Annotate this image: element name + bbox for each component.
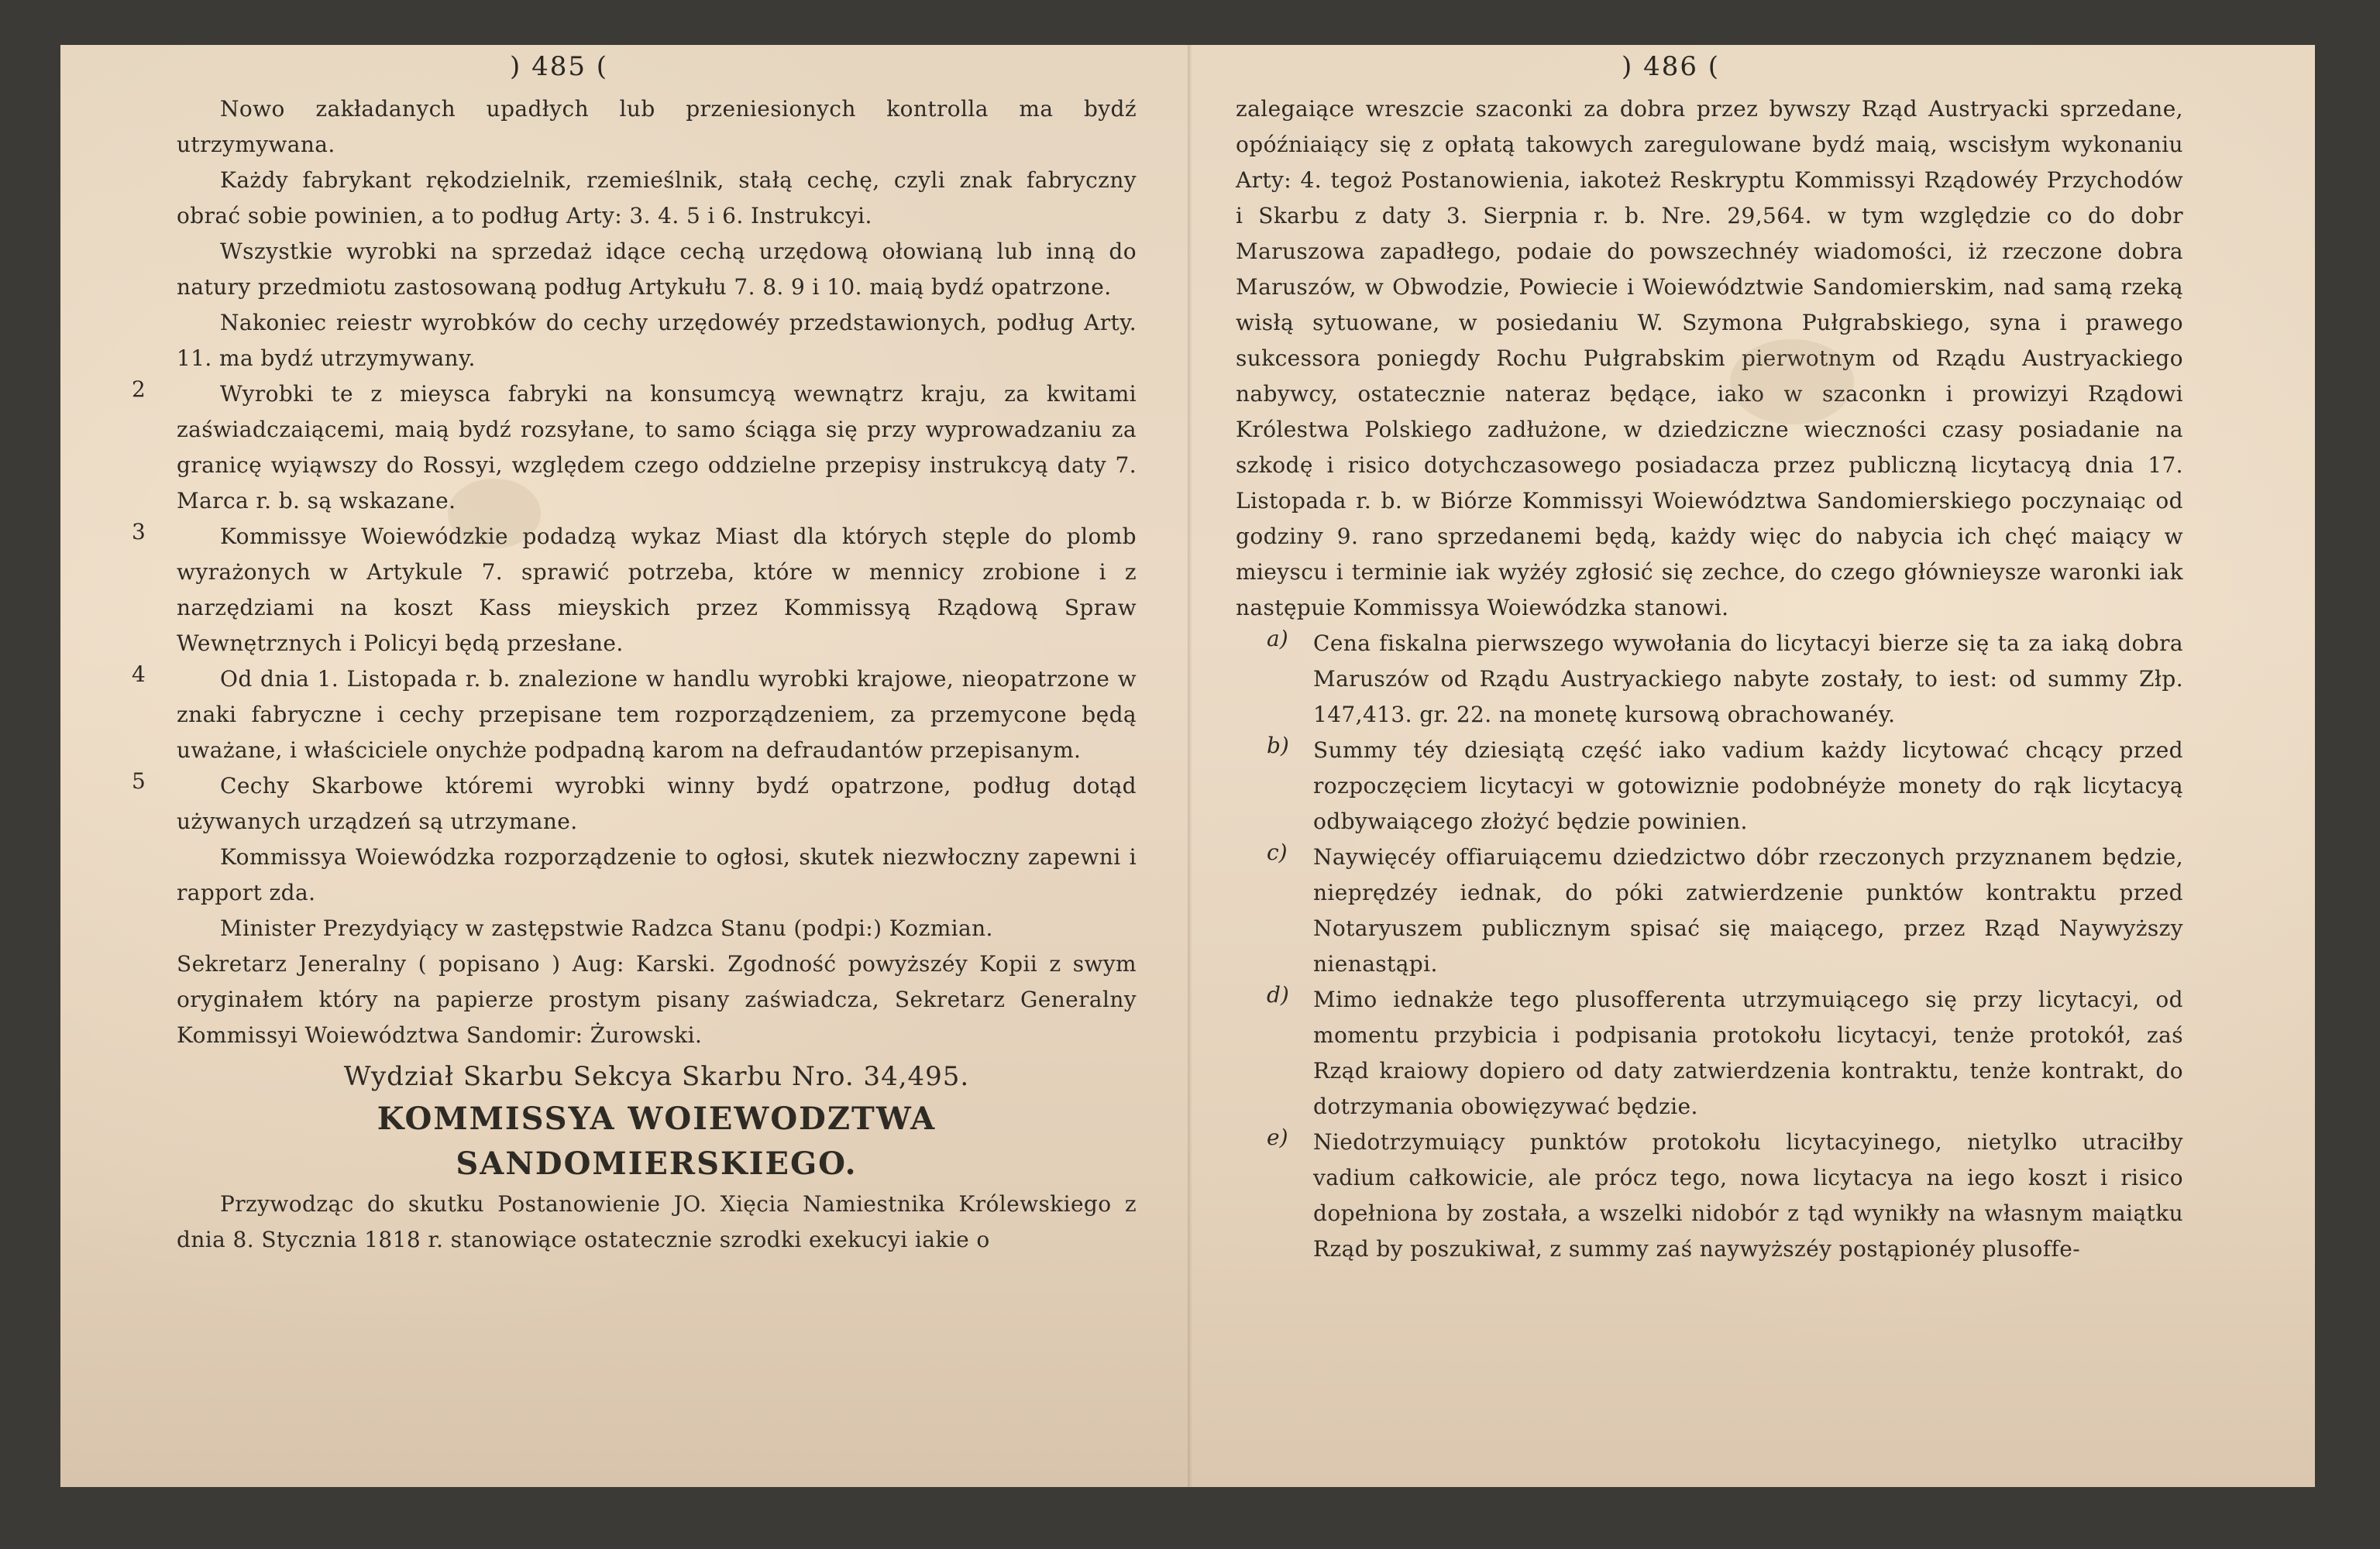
right-page [1188,45,2315,1487]
list-item [1236,840,2183,982]
list-item-text: Summy téy dziesiątą część iako vadium każdy licytować chcący przed rozpoczęciem licytacyi w gotowiznie podobnéyże monety do rąk licytacyą odbywaiącego złożyć będzie powinien. [1313,737,2183,834]
list-item [1236,733,2183,840]
paragraph-number: 3 [132,519,146,544]
page-gutter [1188,45,1192,1487]
list-item-text: Mimo iednakże tego plusofferenta utrzymuiącego się przy licytacyi, od momentu przybicia i podpisania protokołu licytacyi, tenże protokół, zaś Rząd kraiowy dopiero od daty zatwierdzenia kontraktu, tenże kontrakt, do dotrzymania obowięzywać będzie. [1313,987,2183,1119]
signature-block: Sekretarz Jeneralny ( popisano ) Aug: Karski. Zgodność powyższéy Kopii z swym oryginałem który na papierze prostym pisany zaświadcza, Sekretarz Generalny Kommissyi Woiewództwa Sandomir: Żurowski. [177,951,1137,1048]
paragraph: Kommissya Woiewódzka rozporządzenie to ogłosi, skutek niezwłoczny zapewni i rapport zda. [177,844,1137,905]
list-item [1236,982,2183,1125]
paragraph: Nowo zakładanych upadłych lub przeniesionych kontrolla ma bydź utrzymywana. [177,96,1137,157]
paragraph-number: 4 [132,661,146,687]
numbered-paragraph [132,661,1137,768]
paragraph-number: 2 [132,376,146,402]
paper-stain [1730,339,1854,424]
numbered-paragraph [132,376,1137,519]
paragraph: Od dnia 1. Listopada r. b. znalezione w handlu wyrobki krajowe, nieopatrzone w znaki fabryczne i cechy przepisane tem rozporządzeniem, za przemycone będą uważane, i właściciele onychże podpadną karom na defraudantów przepisanym. [177,666,1137,763]
list-item-label: e) [1267,1125,1288,1150]
section-subheading: Wydział Skarbu Sekcya Skarbu Nro. 34,495. [343,1061,970,1092]
list-item-label: b) [1267,733,1289,758]
list-item-label: c) [1267,840,1288,865]
paragraph: Każdy fabrykant rękodzielnik, rzemieślnik, stałą cechę, czyli znak fabryczny obrać sobie powinien, a to podług Arty: 3. 4. 5 i 6. Instrukcyi. [177,167,1137,228]
list-item-label: a) [1267,626,1288,651]
list-item-text: Niedotrzymuiący punktów protokołu licytacyinego, nietylko utraciłby vadium całkowicie, ale prócz tego, nowa licytacya na iego koszt i risico dopełniona by została, a wszelki nidobór z tąd wynikły na własnym maiątku Rząd by poszukiwał, z summy zaś naywyższéy postąpionéy plusoffe- [1313,1129,2183,1262]
list-item-text: Naywięcéy offiaruiącemu dziedzictwo dóbr rzeczonych przyznanem będzie, nieprędzéy iednak, do póki zatwierdzenie punktów kontraktu przed Notaryuszem publicznym spisać się maiącego, przez Rząd Naywyższy nienastąpi. [1313,844,2183,977]
paragraph: zalegaiące wreszcie szaconki za dobra przez bywszy Rząd Austryacki sprzedane, opóźniaiący się z opłatą takowych zaregulowane bydź maią, wscisłym wykonaniu Arty: 4. tegoż Postanowienia, iakoteż Reskryptu Kommissyi Rządowéy Przychodów i Skarbu z daty 3. Sierpnia r. b. Nre. 29,564. w tym względzie co do dobr Maruszowa zapadłego, podaie do powszechnéy wiadomości, iż rzeczone dobra Maruszów, w Obwodzie, Powiecie i Woiewództwie Sandomierskim, nad samą rzeką wisłą sytuowane, w posiedaniu W. Szymona Pułgrabskiego, syna i prawego sukcessora poniegdy Rochu Pułgrabskim pierwotnym od Rządu Austryackiego nabywcy, ostatecznie nateraz będące, iako w szaconkn i prowizyi Rządowi Królestwa Polskiego zadłużone, w dziedziczne wieczności czasy posiadanie na szkodę i risico dotychczasowego posiadacza przez publiczną licytacyą dnia 17. Listopada r. b. w Biórze Kommissyi Woiewództwa Sandomierskiego poczynaiąc od godziny 9. rano sprzedanemi będą, każdy więc do nabycia ich chęć maiący w mieyscu i terminie iak wyżéy zgłosić się zechce, do czego głównieysze waronki iak następuie Kommissya Woiewódzka stanowi. [1236,96,2183,620]
paragraph-number: 5 [132,768,146,794]
signature-line: Minister Prezydyiący w zastępstwie Radzca Stanu (podpi:) Kozmian. [220,915,993,941]
paragraph: Wszystkie wyrobki na sprzedaż idące cechą urzędową ołowianą lub inną do natury przedmiotu zastosowaną podług Artykułu 7. 8. 9 i 10. maią bydź opatrzone. [177,239,1137,300]
page-number: ) 486 ( [1622,51,1721,82]
paragraph: Przywodząc do skutku Postanowienie JO. Xięcia Namiestnika Królewskiego z dnia 8. Stycznia 1818 r. stanowiące ostatecznie szrodki exekucyi iakie o [177,1191,1137,1252]
list-item-text: Cena fiskalna pierwszego wywołania do licytacyi bierze się ta za iaką dobra Maruszów od Rządu Austryackiego nabyte zostały, to iest: od summy Złp. 147,413. gr. 22. na monetę kursową obrachowanéy. [1313,630,2183,727]
book-spread [60,45,2315,1487]
list-item [1236,626,2183,733]
page-number: ) 485 ( [510,51,609,82]
left-page [60,45,1188,1487]
numbered-paragraph [132,519,1137,661]
paragraph: Nakoniec reiestr wyrobków do cechy urzędowéy przedstawionych, podług Arty. 11. ma bydź utrzymywany. [177,310,1137,371]
numbered-paragraph [132,768,1137,840]
paragraph: Wyrobki te z mieysca fabryki na konsumcyą wewnątrz kraju, za kwitami zaświadczaiącemi, maią bydź rozsyłane, to samo ściąga się przy wyprowadzaniu za granicę wyiąwszy do Rossyi, względem czego oddzielne przepisy instrukcyą daty 7. Marca r. b. są wskazane. [177,381,1137,513]
list-item-label: d) [1267,982,1289,1008]
section-heading: KOMMISSYA WOIEWODZTWA SANDOMIERSKIEGO. [377,1101,937,1182]
list-item [1236,1125,2183,1267]
paragraph: Kommissye Woiewódzkie podadzą wykaz Miast dla których stęple do plomb wyrażonych w Artykule 7. sprawić potrzeba, które w mennicy zrobione i z narzędziami na koszt Kass mieyskich przez Kommissyą Rządową Spraw Wewnętrznych i Policyi będą przesłane. [177,524,1137,656]
paragraph: Cechy Skarbowe któremi wyrobki winny bydź opatrzone, podług dotąd używanych urządzeń są utrzymane. [177,773,1137,834]
